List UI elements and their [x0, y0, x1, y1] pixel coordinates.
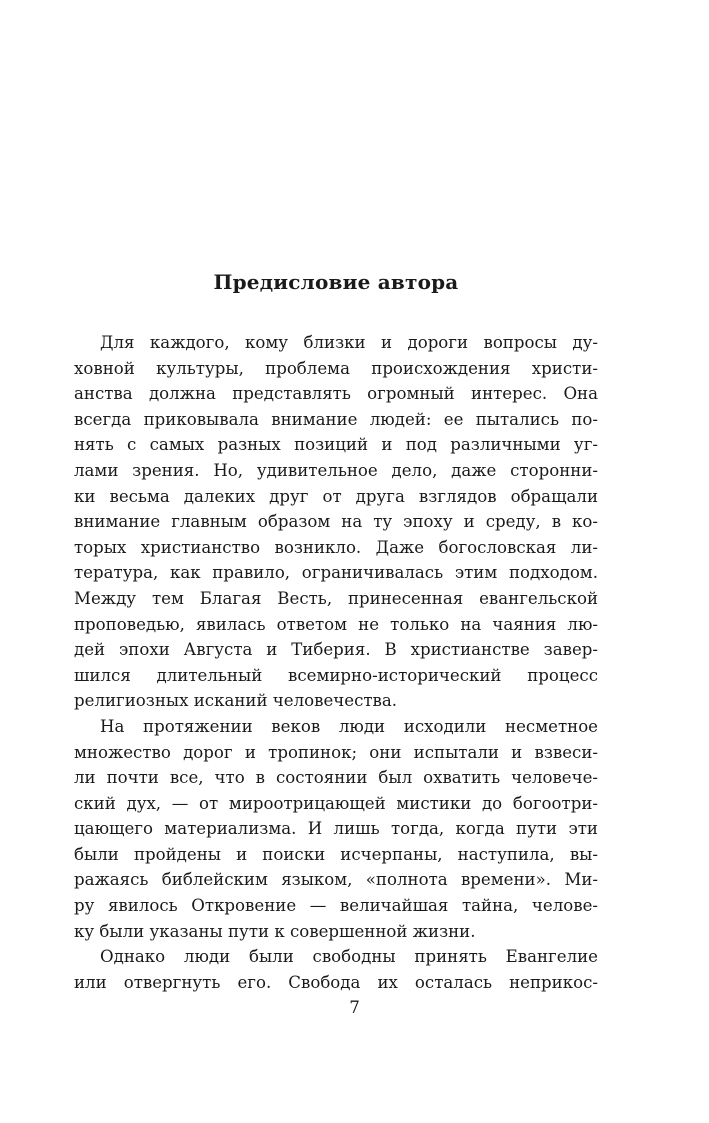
text-line: ли почти все, что в состоянии был охватить человече-	[74, 768, 598, 788]
text-line: всегда приковывала внимание людей: ее пытались по-	[74, 409, 598, 429]
text-line: Однако люди были свободны принять Евангелие	[100, 947, 598, 967]
text-line: ру явилось Откровение — величайшая тайна, челове-	[74, 896, 598, 916]
text-line: дей эпохи Августа и Тиберия. В христианстве завер-	[74, 640, 598, 660]
page-body	[74, 260, 598, 995]
page-number: 7	[349, 998, 360, 1017]
chapter-heading: Предисловие автора	[213, 270, 459, 294]
text-line: были пройдены и поиски исчерпаны, наступила, вы-	[74, 844, 598, 864]
text-line: нять с самых разных позиций и под различными уг-	[74, 435, 598, 455]
text-line: ский дух, — от мироотрицающей мистики до богоотри-	[74, 793, 598, 813]
text-line: На протяжении веков люди исходили несметное	[100, 716, 598, 736]
text-line: Для каждого, кому близки и дороги вопросы ду-	[100, 333, 598, 352]
text-line: шился длительный всемирно-исторический процесс	[74, 665, 598, 685]
text-line: внимание главным образом на ту эпоху и среду, в ко-	[74, 512, 598, 532]
paragraph	[74, 944, 598, 995]
text-line: ражаясь библейским языком, «полнота времени». Ми-	[74, 870, 598, 890]
text-line: лами зрения. Но, удивительное дело, даже сторонни-	[74, 460, 598, 480]
text-line: анства должна представлять огромный интерес. Она	[74, 384, 598, 404]
text-line: Между тем Благая Весть, принесенная евангельской	[74, 588, 598, 608]
text-line: множество дорог и тропинок; они испытали и взвеси-	[74, 742, 598, 762]
text-line: цающего материализма. И лишь тогда, когда пути эти	[74, 819, 598, 839]
text-line: тература, как правило, ограничивалась этим подходом.	[74, 563, 598, 583]
paragraph	[74, 330, 598, 714]
text-line: ховной культуры, проблема происхождения христи-	[74, 358, 598, 378]
paragraph	[74, 714, 598, 944]
text-body	[74, 330, 598, 995]
text-line: торых христианство возникло. Даже богословская ли-	[74, 537, 598, 557]
text-line: религиозных исканий человечества.	[74, 691, 398, 711]
text-line: ки весьма далеких друг от друга взглядов обращали	[74, 486, 598, 506]
text-line: или отвергнуть его. Свобода их осталась неприкос-	[74, 972, 598, 992]
text-line: проповедью, явилась ответом не только на чаяния лю-	[74, 614, 598, 634]
text-line: ку были указаны пути к совершенной жизни.	[74, 921, 476, 941]
